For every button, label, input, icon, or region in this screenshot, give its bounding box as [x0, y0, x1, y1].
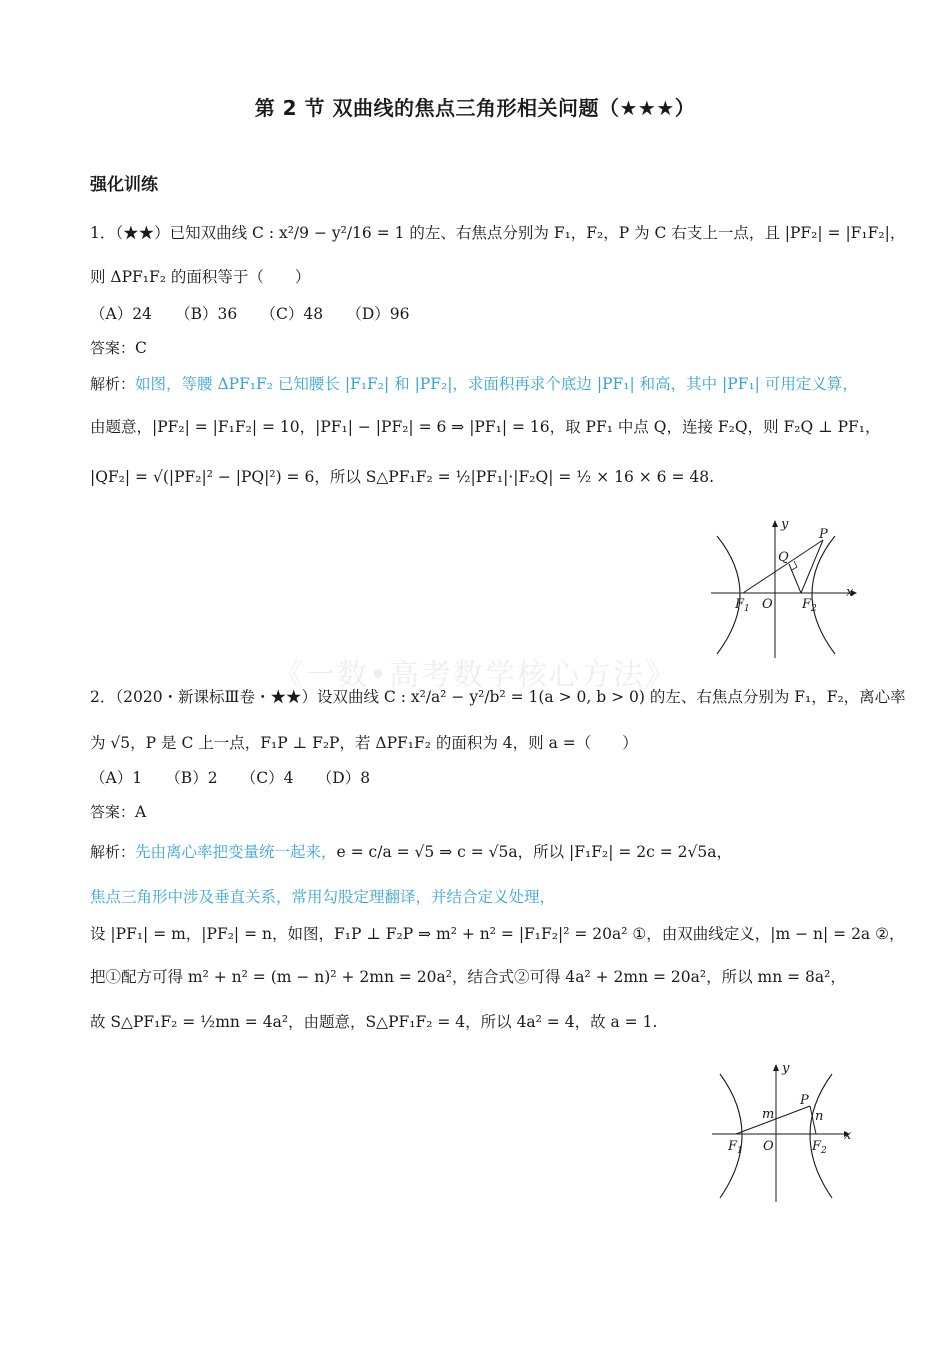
label-O: O	[762, 597, 773, 612]
section-heading: 强化训练	[90, 175, 158, 195]
analysis-hint: 如图，等腰 ΔPF₁F₂ 已知腰长 |F₁F₂| 和 |PF₂|，求面积再求个底边 |PF₁| 和高，其中 |PF₁| 可用定义算，	[135, 375, 858, 393]
label-Q: Q	[778, 550, 789, 565]
answer-label: 答案：	[90, 803, 136, 821]
problem-1-statement-line-2: 则 ΔPF₁F₂ 的面积等于（ ）	[90, 268, 311, 286]
y-axis-arrow	[773, 1064, 779, 1071]
segment-F1P	[743, 540, 823, 593]
problem-1-analysis-line-2: 由题意，|PF₂| = |F₁F₂| = 10，|PF₁| − |PF₂| = 6 ⇒ |PF₁| = 16，取 PF₁ 中点 Q，连接 F₂Q，则 F₂Q ⊥ PF₁，	[90, 418, 881, 436]
left-branch	[720, 1074, 742, 1198]
problem-2-analysis-line-4: 把①配方可得 m² + n² = (m − n)² + 2mn = 20a²，结合式②可得 4a² + 2mn = 20a²，所以 mn = 8a²，	[90, 968, 846, 986]
figure-1-hyperbola	[705, 518, 865, 660]
right-branch	[810, 1074, 832, 1198]
left-branch	[717, 536, 740, 654]
analysis-label: 解析：	[90, 843, 136, 861]
analysis-label: 解析：	[90, 375, 136, 393]
label-P: P	[819, 527, 828, 542]
problem-2-analysis-line-2: 焦点三角形中涉及垂直关系，常用勾股定理翻译，并结合定义处理，	[90, 888, 556, 906]
label-x: x	[846, 585, 854, 600]
right-branch	[812, 536, 835, 654]
answer-value: C	[135, 339, 147, 357]
y-axis-arrow	[772, 520, 778, 527]
analysis-hint: 先由离心率把变量统一起来，	[135, 843, 337, 861]
label-F1: $F_1$	[728, 1139, 743, 1156]
label-n: n	[815, 1109, 824, 1124]
watermark: 《一数•高考数学核心方法》	[273, 658, 677, 693]
label-y: y	[781, 518, 789, 532]
label-y: y	[782, 1062, 790, 1076]
label-F1: $F_1$	[735, 597, 750, 614]
answer-value: A	[135, 803, 147, 821]
answer-label: 答案：	[90, 339, 136, 357]
problem-1-analysis-line-1	[90, 375, 870, 394]
label-F2: $F_2$	[802, 597, 817, 614]
problem-2-analysis-line-1	[90, 843, 870, 862]
problem-2-analysis-line-5: 故 S△PF₁F₂ = ½mn = 4a²，由题意，S△PF₁F₂ = 4，所以 4a² = 4，故 a = 1.	[90, 1013, 658, 1031]
label-x: x	[844, 1128, 852, 1143]
problem-2-options: （A）1 （B）2 （C）4 （D）8	[90, 769, 371, 787]
page-title: 第 2 节 双曲线的焦点三角形相关问题（★★★）	[254, 96, 696, 120]
problem-1-options: （A）24 （B）36 （C）48 （D）96	[90, 305, 410, 323]
figure-2-hyperbola	[708, 1062, 858, 1204]
problem-1-statement-line-1: 1．（★★）已知双曲线 C : x²/9 − y²/16 = 1 的左、右焦点分别为 F₁，F₂，P 为 C 右支上一点，且 |PF₂| = |F₁F₂|，	[90, 224, 906, 242]
label-m: m	[762, 1107, 775, 1122]
problem-2-analysis-line-3: 设 |PF₁| = m，|PF₂| = n，如图，F₁P ⊥ F₂P ⇒ m² + n² = |F₁F₂|² = 20a² ①，由双曲线定义，|m − n| = 2a ②，	[90, 925, 905, 943]
label-P: P	[800, 1093, 809, 1108]
label-O: O	[763, 1139, 774, 1154]
analysis-formula: e = c/a = √5 ⇒ c = √5a，所以 |F₁F₂| = 2c = 2√5a，	[336, 843, 732, 861]
right-angle-mark	[792, 561, 797, 570]
problem-1-answer	[90, 339, 870, 358]
problem-2-statement-line-1: 2．（2020・新课标Ⅲ卷・★★）设双曲线 C : x²/a² − y²/b² = 1(a > 0, b > 0) 的左、右焦点分别为 F₁，F₂，离心率	[90, 688, 906, 706]
label-F2: $F_2$	[812, 1139, 827, 1156]
problem-1-analysis-line-3: |QF₂| = √(|PF₂|² − |PQ|²) = 6，所以 S△PF₁F₂ = ½|PF₁|·|F₂Q| = ½ × 16 × 6 = 48.	[90, 468, 715, 486]
problem-2-statement-line-2: 为 √5，P 是 C 上一点，F₁P ⊥ F₂P，若 ΔPF₁F₂ 的面积为 4，则 a =（ ）	[90, 734, 638, 752]
problem-2-answer	[90, 803, 870, 822]
